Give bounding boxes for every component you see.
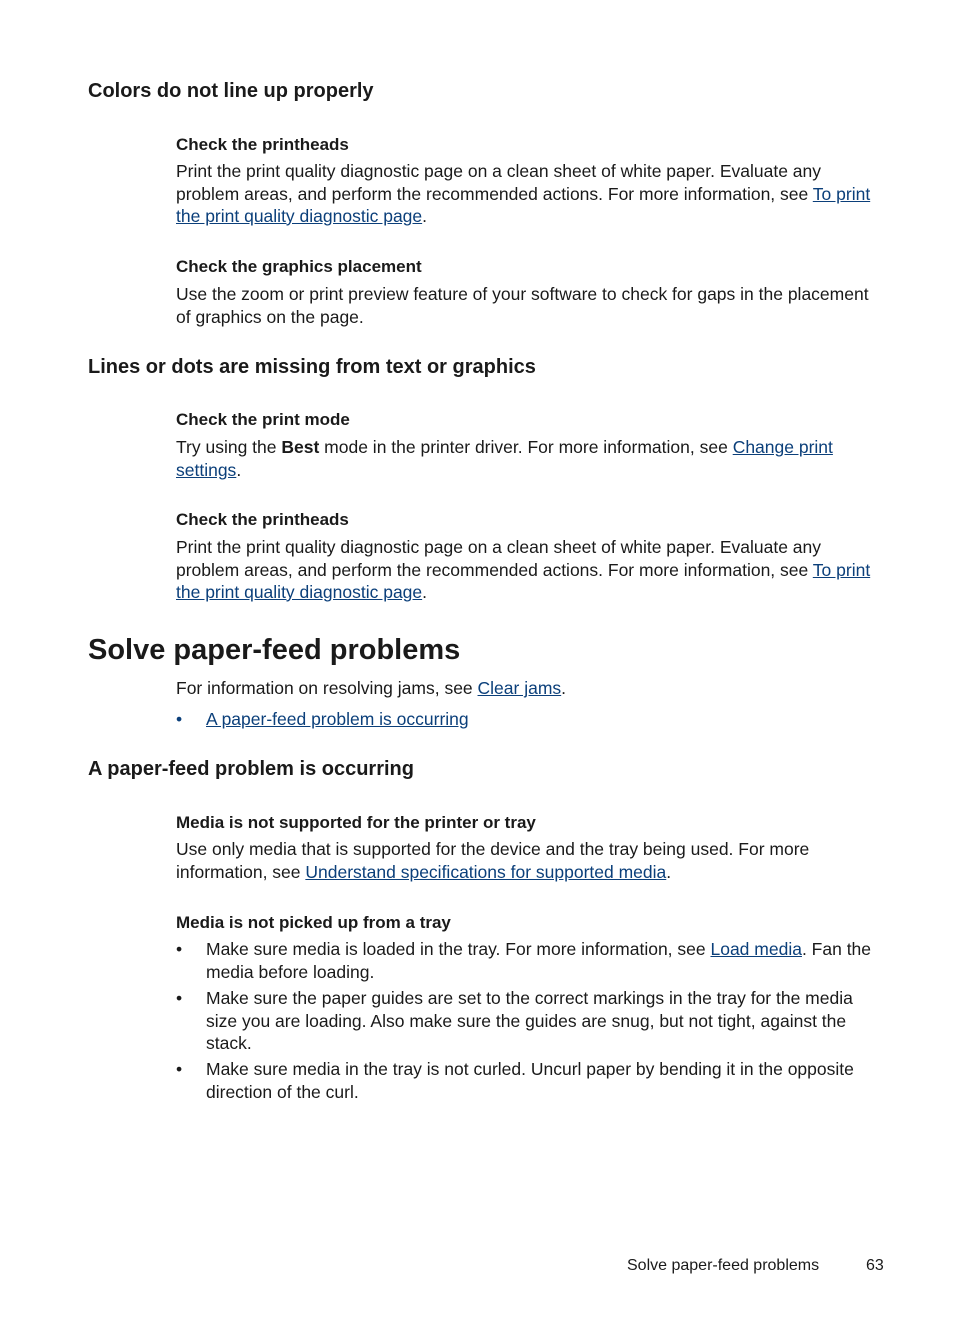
- subheading-check-printheads: Check the printheads: [176, 135, 349, 154]
- paragraph-check-printheads-2: [176, 536, 876, 604]
- bullet-mark: •: [176, 1059, 183, 1079]
- paragraph-period: .: [422, 206, 428, 226]
- paragraph-period: .: [422, 582, 428, 602]
- paragraph-period: .: [561, 678, 567, 698]
- paragraph-period: .: [236, 459, 242, 480]
- subheading-media-not-picked-up: Media is not picked up from a tray: [176, 913, 451, 932]
- list-item: [176, 938, 886, 983]
- link-print-quality-diagnostic-page-2[interactable]: To print the print quality diagnostic page: [176, 559, 871, 602]
- heading-paper-feed-problem-occurring: A paper-feed problem is occurring: [88, 758, 414, 780]
- bullet-mark: •: [176, 709, 183, 729]
- paragraph-period: .: [666, 861, 672, 882]
- paragraph-media-not-supported: [176, 838, 876, 883]
- heading-lines-or-dots-missing: Lines or dots are missing from text or graphics: [88, 356, 536, 378]
- subheading-media-not-supported: Media is not supported for the printer or tray: [176, 813, 536, 832]
- list-item-text: Make sure media in the tray is not curled. Uncurl paper by bending it in the opposite direction of the curl.: [206, 1059, 854, 1102]
- link-change-print-settings[interactable]: Change print settings: [176, 437, 833, 480]
- heading-colors-do-not-line-up: Colors do not line up properly: [88, 80, 374, 102]
- list-item-text: Make sure media is loaded in the tray. For more information, see: [206, 939, 711, 959]
- subheading-check-printheads-2: Check the printheads: [176, 510, 349, 529]
- paragraph-text: Try using the: [176, 437, 282, 457]
- footer-page-number: 63: [866, 1257, 884, 1274]
- list-item-text: Make sure the paper guides are set to the correct markings in the tray for the media size you are loading. Also make sure the guides are snug, but not tight, against the stack.: [206, 988, 853, 1053]
- list-item-text: . Fan the media before loading.: [206, 939, 872, 982]
- toc-list-item: [176, 708, 886, 731]
- link-paper-feed-problem-occurring[interactable]: A paper-feed problem is occurring: [206, 709, 469, 729]
- paragraph-text: Print the print quality diagnostic page on a clean sheet of white paper. Evaluate any problem areas, and perform the recommended actions. For more information, see: [176, 537, 822, 580]
- link-clear-jams[interactable]: Clear jams: [477, 678, 562, 698]
- paragraph-text: Use only media that is supported for the device and the tray being used. For more information, see: [176, 839, 810, 882]
- list-item: [176, 987, 886, 1055]
- footer-section-title: Solve paper-feed problems: [627, 1257, 820, 1274]
- paragraph-check-printheads: [176, 160, 876, 228]
- bullet-mark: •: [176, 988, 183, 1008]
- subheading-check-graphics-placement: Check the graphics placement: [176, 257, 422, 276]
- subheading-check-print-mode: Check the print mode: [176, 410, 350, 429]
- list-item: [176, 1058, 886, 1103]
- paragraph-check-print-mode: [176, 436, 876, 481]
- link-load-media[interactable]: Load media: [710, 939, 802, 959]
- paragraph-intro-jams: [176, 677, 876, 700]
- paragraph-text: For information on resolving jams, see: [176, 678, 478, 698]
- paragraph-graphics-placement: Use the zoom or print preview feature of your software to check for gaps in the placement of graphics on the page.: [176, 284, 869, 327]
- bullet-mark: •: [176, 939, 183, 959]
- paragraph-text: Print the print quality diagnostic page on a clean sheet of white paper. Evaluate any problem areas, and perform the recommended actions. For more information, see: [176, 161, 822, 204]
- link-print-quality-diagnostic-page[interactable]: To print the print quality diagnostic page: [176, 183, 871, 226]
- page-title-solve-paper-feed-problems: Solve paper-feed problems: [88, 634, 461, 666]
- paragraph-text: mode in the printer driver. For more information, see: [319, 437, 733, 457]
- bold-best: Best: [281, 437, 320, 457]
- link-understand-specifications[interactable]: Understand specifications for supported media: [305, 861, 667, 882]
